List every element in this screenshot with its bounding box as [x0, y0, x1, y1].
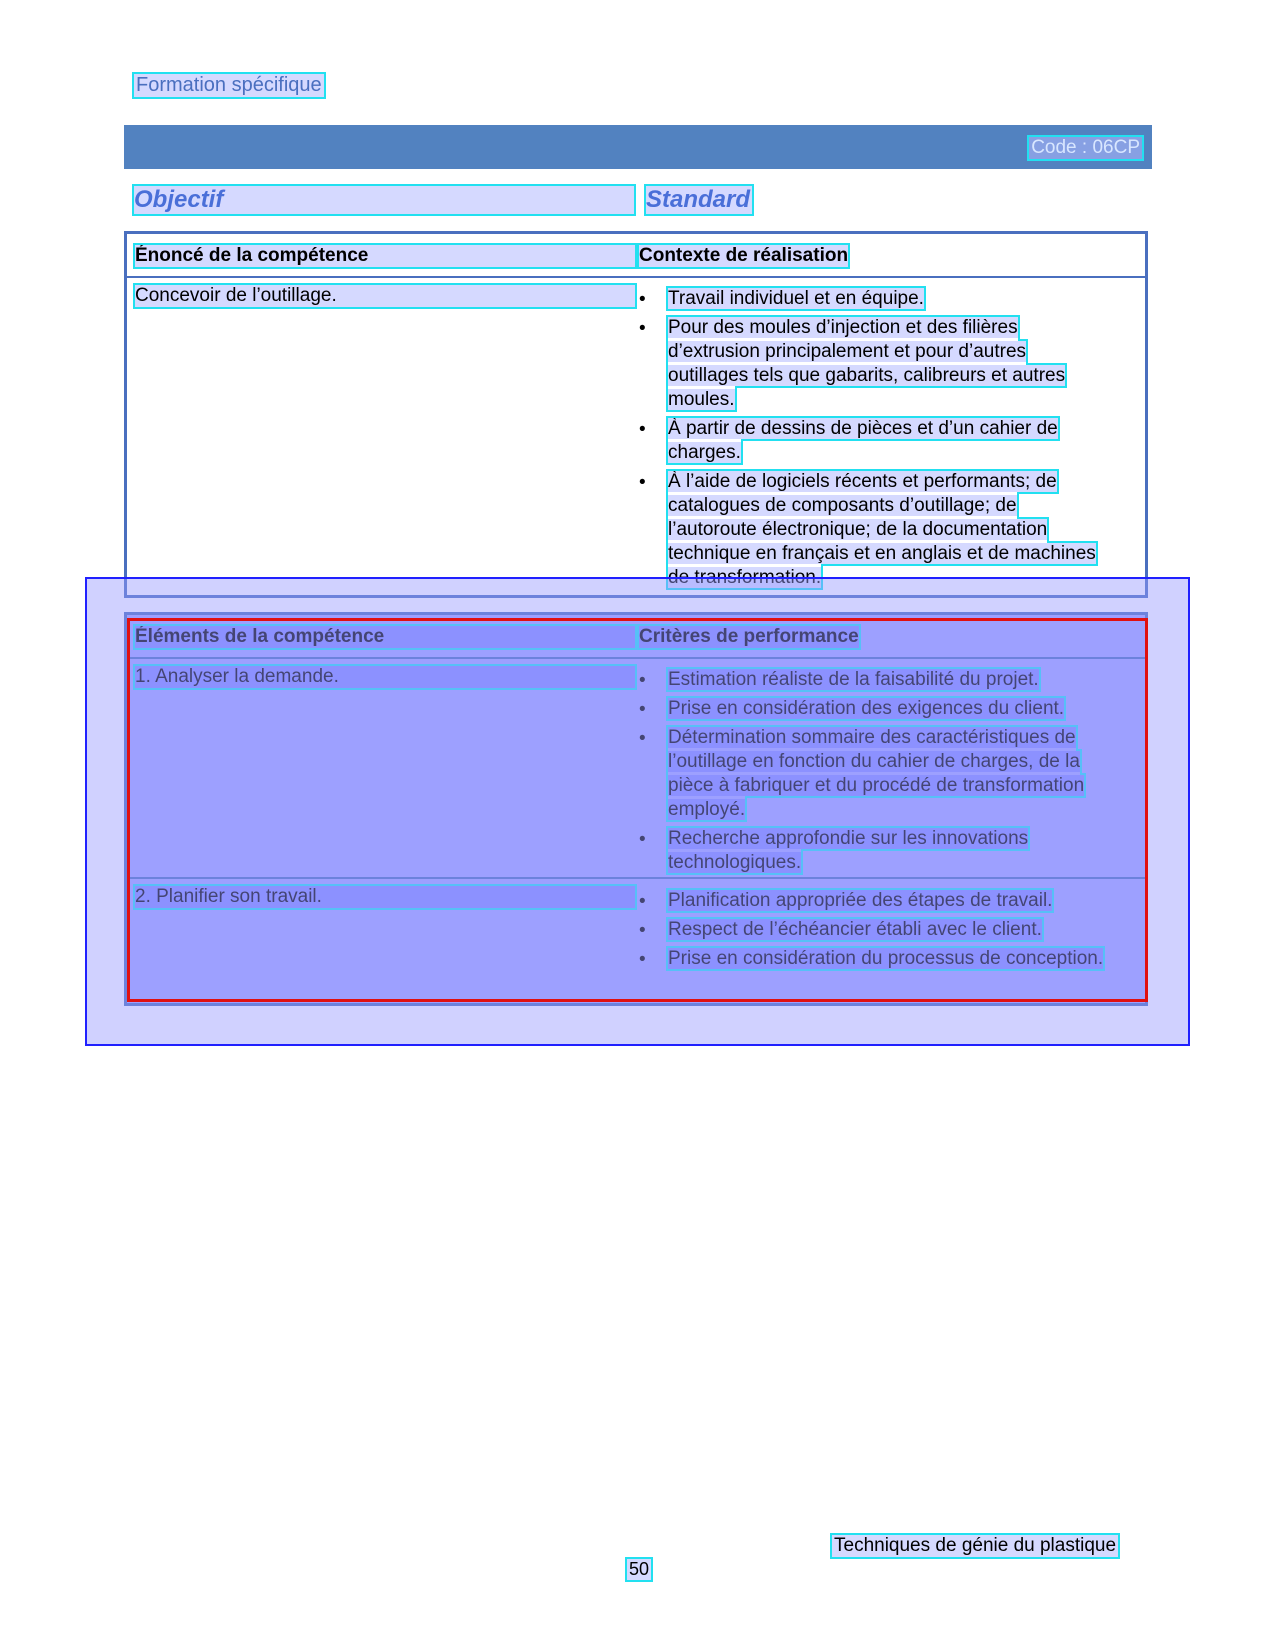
- element-1: 1. Analyser la demande.: [135, 666, 635, 688]
- list-item-text: Recherche approfondie sur les innovations technologiques.: [668, 828, 1029, 873]
- standard-heading: Standard: [646, 186, 751, 213]
- bullet-icon: •: [639, 699, 646, 720]
- page-number: 50: [629, 1559, 650, 1579]
- bullet-icon: •: [639, 289, 646, 310]
- list-item: [639, 470, 1109, 590]
- criteria-header: Critères de performance: [639, 626, 859, 647]
- statement-header: Énoncé de la compétence: [135, 245, 635, 267]
- element-2: 2. Planifier son travail.: [135, 886, 635, 908]
- list-item-text: Respect de l’échéancier établi avec le client.: [668, 919, 1042, 940]
- footer-program-title: Techniques de génie du plastique: [834, 1535, 1117, 1556]
- objectif-heading: Objectif: [134, 186, 634, 214]
- bullet-icon: •: [639, 920, 646, 941]
- code-bar: [124, 125, 1152, 169]
- list-item: [639, 316, 1109, 412]
- list-item-text: Planification appropriée des étapes de travail.: [668, 890, 1053, 911]
- list-item-text: À partir de dessins de pièces et d’un cahier de charges.: [668, 418, 1058, 463]
- bullet-icon: •: [639, 891, 646, 912]
- list-item-text: Pour des moules d’injection et des filières d’extrusion principalement et pour d’autres outillages tels que gabarits, calibreurs et autres moules.: [668, 317, 1066, 410]
- list-item-text: Estimation réaliste de la faisabilité du projet.: [668, 669, 1039, 690]
- list-item: [639, 417, 1109, 465]
- context-list: [639, 287, 1109, 595]
- section-label: Formation spécifique: [136, 74, 322, 96]
- bullet-icon: •: [639, 829, 646, 850]
- competence-statement: Concevoir de l’outillage.: [135, 285, 635, 307]
- list-item-text: Prise en considération du processus de conception.: [668, 948, 1104, 969]
- bullet-icon: •: [639, 670, 646, 691]
- header-divider: [127, 276, 1145, 278]
- list-item-text: Travail individuel et en équipe.: [668, 288, 924, 309]
- bullet-icon: •: [639, 419, 646, 440]
- competence-table: [124, 231, 1148, 598]
- focus-outline: [127, 618, 1148, 1002]
- bullet-icon: •: [639, 472, 646, 493]
- code-label: Code : 06CP: [1031, 137, 1140, 158]
- context-header: Contexte de réalisation: [639, 245, 849, 266]
- list-item-text: Prise en considération des exigences du client.: [668, 698, 1065, 719]
- bullet-icon: •: [639, 318, 646, 339]
- bullet-icon: •: [639, 949, 646, 970]
- elements-header: Éléments de la compétence: [135, 626, 635, 648]
- list-item-text: À l’aide de logiciels récents et performants; de catalogues de composants d’outillage; de l’autoroute électronique; de la documentation technique en français et en anglais et de machines de transformation.: [668, 471, 1096, 588]
- list-item-text: Détermination sommaire des caractéristiques de l’outillage en fonction du cahier de charges, de la pièce à fabriquer et du procédé de transformation employé.: [668, 727, 1085, 820]
- list-item: [639, 287, 1109, 311]
- bullet-icon: •: [639, 728, 646, 749]
